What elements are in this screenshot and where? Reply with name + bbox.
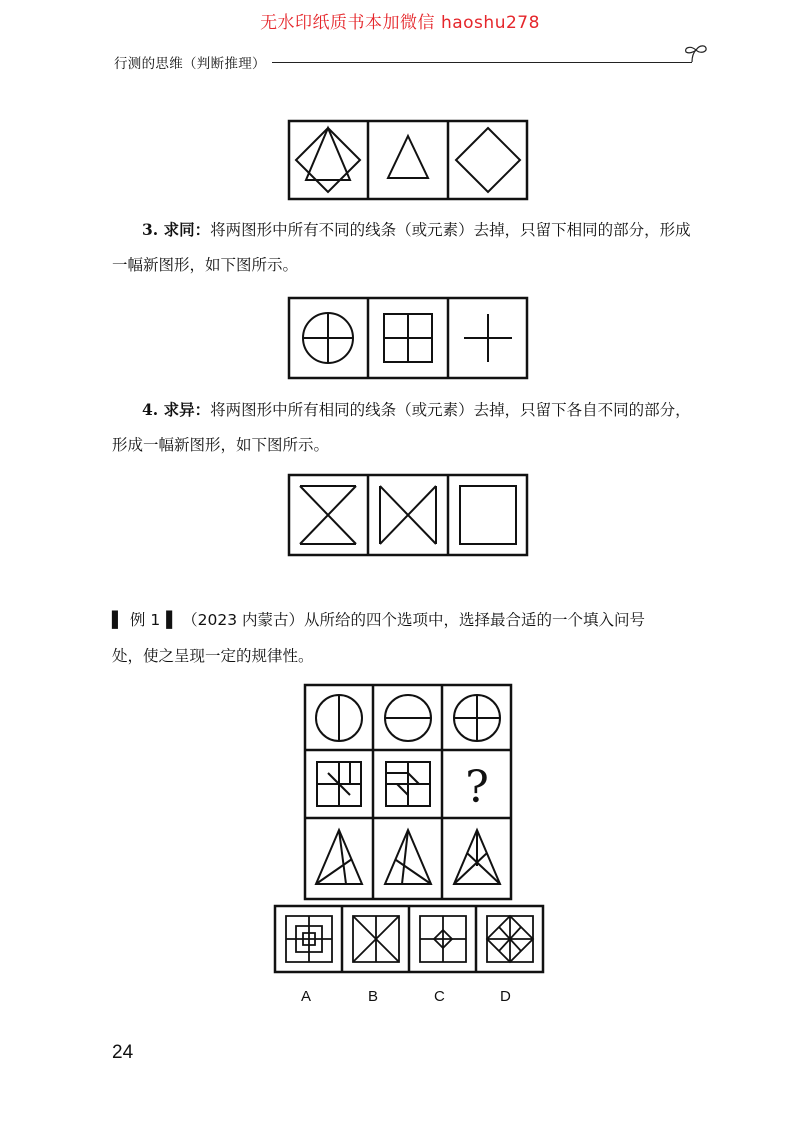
option-label-c: C <box>434 988 445 1005</box>
triangle-pattern-2-shape <box>385 830 431 884</box>
option-c-shape <box>420 916 466 962</box>
square-shape <box>460 486 516 544</box>
figure-intersection-example <box>288 297 528 379</box>
example-tag: 例 1 <box>129 611 161 629</box>
example-tag-right-mark: ▌ <box>166 611 179 629</box>
bowtie-shape <box>380 486 436 544</box>
sprout-icon <box>680 42 720 72</box>
watermark-text: 无水印纸质书本加微信 haoshu278 <box>260 13 540 33</box>
diamond-shape <box>456 128 520 192</box>
header-rule <box>272 62 692 63</box>
question-mark: ? <box>465 762 489 813</box>
option-label-d: D <box>500 988 511 1005</box>
section-4-text <box>112 392 712 463</box>
circle-horizontal-line-shape <box>385 695 431 741</box>
answer-options <box>274 905 544 973</box>
triangle-pattern-1-shape <box>316 830 362 884</box>
option-d-shape <box>487 916 533 962</box>
example-line-2: 处，使之呈现一定的规律性。 <box>112 647 314 665</box>
circle-vertical-line-shape <box>316 695 362 741</box>
section-4-line-1: 将两图形中所有相同的线条（或元素）去掉，只留下各自不同的部分， <box>210 401 691 419</box>
hourglass-shape <box>300 486 356 544</box>
triangle-shape <box>388 136 428 178</box>
triangle-pattern-3-shape <box>454 830 500 884</box>
example-1-text <box>112 602 712 674</box>
circle-cross-shape <box>454 695 500 741</box>
option-a-shape <box>286 916 332 962</box>
section-3-text <box>112 212 712 283</box>
page-number: 24 <box>112 1042 134 1063</box>
example-tag-left-mark: ▌ <box>112 611 124 629</box>
cross-shape <box>464 314 512 362</box>
option-label-b: B <box>368 988 379 1005</box>
section-3-lead: 3. 求同： <box>142 220 211 239</box>
section-3-line-2: 一幅新图形，如下图所示。 <box>112 256 299 274</box>
square-pattern-1-shape <box>317 762 361 806</box>
example-line-1: （2023 内蒙古）从所给的四个选项中，选择最合适的一个填入问号 <box>182 611 646 629</box>
square-pattern-2-shape <box>386 762 430 806</box>
square-grid-shape <box>384 314 432 362</box>
circle-cross-shape <box>303 313 353 363</box>
section-3-line-1: 将两图形中所有不同的线条（或元素）去掉，只留下相同的部分，形成 <box>210 221 691 239</box>
running-header: 行测的思维（判断推理） <box>114 56 266 72</box>
section-4-line-2: 形成一幅新图形，如下图所示。 <box>112 436 330 454</box>
option-b-shape <box>353 916 399 962</box>
option-label-a: A <box>301 988 312 1005</box>
figure-difference-example <box>288 474 528 556</box>
question-grid <box>304 684 512 900</box>
figure-union-example <box>288 120 528 200</box>
diamond-with-triangle-shape <box>296 128 360 192</box>
section-4-lead: 4. 求异： <box>142 400 211 419</box>
